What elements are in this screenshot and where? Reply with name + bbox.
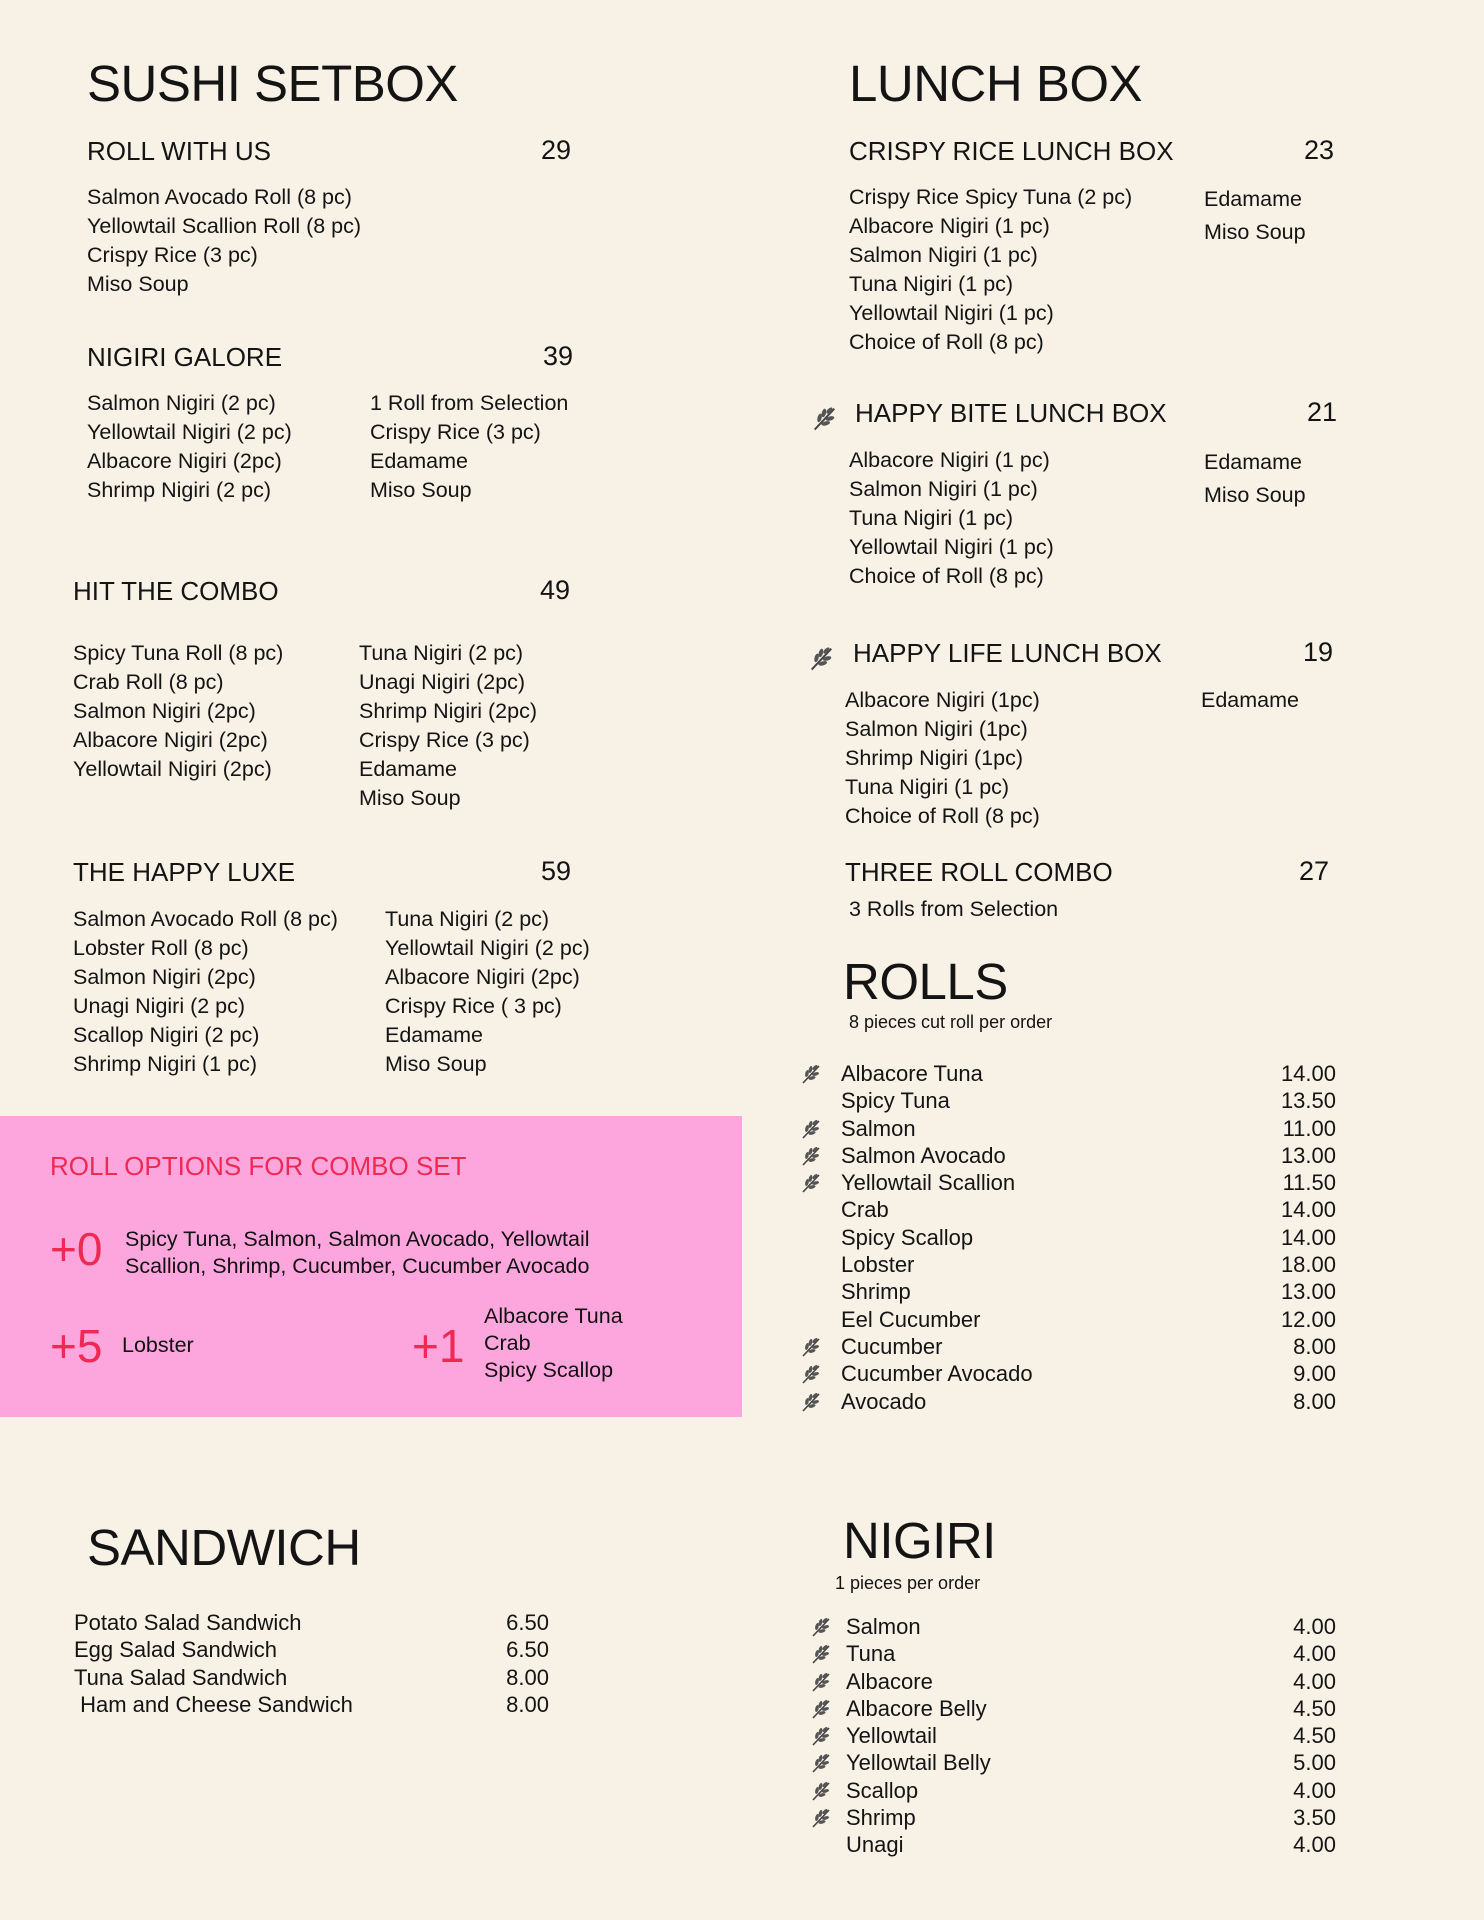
list-item: Tuna Nigiri (2 pc): [385, 907, 550, 931]
list-item: Yellowtail Nigiri (2pc): [73, 757, 272, 781]
happy-luxe-name: THE HAPPY LUXE: [73, 857, 296, 887]
item-price: 11.00: [1282, 1115, 1336, 1141]
list-item: Yellowtail Nigiri (1 pc): [849, 301, 1054, 325]
item-name: Avocado: [841, 1388, 927, 1414]
list-item: [810, 1668, 1336, 1695]
list-item: Spicy Scallop: [484, 1358, 614, 1382]
happy-bite-price: 21: [1307, 397, 1338, 427]
list-item: [800, 1087, 1336, 1114]
item-name: Cucumber: [841, 1333, 943, 1359]
item-price: 4.50: [1293, 1723, 1336, 1749]
happy-luxe-col1: [73, 905, 338, 1079]
list-item: Crispy Rice ( 3 pc): [385, 994, 562, 1018]
list-item: Lobster Roll (8 pc): [73, 936, 249, 960]
list-item: [800, 1060, 1336, 1087]
item-name: Albacore: [846, 1668, 933, 1694]
list-item: Albacore Nigiri (1 pc): [849, 448, 1050, 472]
list-item: Shrimp Nigiri (2pc): [359, 699, 538, 723]
hit-the-combo-name: HIT THE COMBO: [73, 576, 279, 606]
list-item: Tuna Nigiri (1 pc): [849, 272, 1014, 296]
item-name: Potato Salad Sandwich: [74, 1610, 302, 1635]
list-item: Edamame: [359, 757, 457, 781]
list-item: Miso Soup: [385, 1052, 487, 1076]
item-price: 4.00: [1293, 1777, 1336, 1803]
leaf-icon: [800, 1172, 822, 1194]
rolls-title: ROLLS: [843, 953, 1008, 1010]
list-item: Lobster: [122, 1333, 194, 1357]
item-price: 5.00: [1293, 1750, 1336, 1776]
list-item: Crab: [484, 1331, 531, 1355]
list-item: [800, 1169, 1336, 1196]
nigiri-galore-col1: [87, 389, 292, 505]
sandwich-list: [74, 1609, 554, 1718]
list-item: [800, 1306, 1336, 1333]
happy-luxe-price: 59: [541, 856, 572, 886]
item-price: 18.00: [1280, 1252, 1336, 1278]
list-item: [810, 1613, 1336, 1640]
happy-luxe-col2: [385, 905, 590, 1079]
list-item: Crab Roll (8 pc): [73, 670, 224, 694]
list-item: Yellowtail Nigiri (1 pc): [849, 535, 1054, 559]
list-item: Tuna Nigiri (1 pc): [845, 775, 1010, 799]
list-item: Scallop Nigiri (2 pc): [73, 1023, 260, 1047]
list-item: [74, 1664, 554, 1691]
leaf-icon: [810, 1752, 832, 1774]
nigiri-galore-col2: [370, 389, 568, 505]
list-item: Choice of Roll (8 pc): [849, 564, 1044, 588]
list-item: Edamame: [1204, 187, 1302, 211]
list-item: Spicy Tuna Roll (8 pc): [73, 641, 284, 665]
item-price: 4.00: [1293, 1641, 1336, 1667]
roll-with-us-name: ROLL WITH US: [87, 136, 271, 166]
hit-the-combo-col1: [73, 639, 283, 784]
list-item: Salmon Nigiri (1pc): [845, 717, 1028, 741]
roll-with-us-items: [87, 183, 361, 299]
plus1-text: [484, 1303, 623, 1384]
item-name: Tuna Salad Sandwich: [74, 1664, 288, 1690]
list-item: [74, 1636, 554, 1663]
item-name: Albacore Tuna: [841, 1061, 983, 1086]
item-price: 14.00: [1280, 1224, 1336, 1250]
list-item: [800, 1224, 1336, 1251]
list-item: Salmon Nigiri (2pc): [73, 965, 256, 989]
item-price: 9.00: [1293, 1361, 1336, 1387]
leaf-icon: [810, 1671, 832, 1693]
list-item: Salmon Nigiri (2pc): [73, 699, 256, 723]
list-item: Albacore Nigiri (1 pc): [849, 214, 1050, 238]
list-item: Edamame: [385, 1023, 483, 1047]
item-price: 13.50: [1280, 1088, 1336, 1114]
list-item: Salmon Nigiri (1 pc): [849, 477, 1038, 501]
roll-options-title: ROLL OPTIONS FOR COMBO SET: [50, 1151, 467, 1181]
nigiri-title: NIGIRI: [843, 1512, 996, 1569]
item-name: Tuna: [846, 1641, 896, 1667]
list-item: [810, 1831, 1336, 1858]
leaf-icon: [800, 1145, 822, 1167]
happy-bite-col2: [1204, 446, 1306, 512]
list-item: Scallion, Shrimp, Cucumber, Cucumber Avocado: [125, 1254, 590, 1278]
leaf-icon: [811, 405, 838, 432]
happy-bite-col1: [849, 446, 1054, 591]
item-price: 14.00: [1280, 1197, 1336, 1223]
leaf-icon: [800, 1118, 822, 1140]
item-price: 8.00: [1293, 1333, 1336, 1359]
item-name: Salmon Avocado: [841, 1142, 1006, 1168]
leaf-icon: [810, 1698, 832, 1720]
item-name: Yellowtail Scallion: [841, 1170, 1016, 1196]
item-name: Salmon: [846, 1614, 921, 1639]
list-item: Albacore Nigiri (2pc): [385, 965, 580, 989]
leaf-icon: [800, 1391, 822, 1413]
list-item: [810, 1777, 1336, 1804]
item-price: 12.00: [1280, 1306, 1336, 1332]
item-name: Scallop: [846, 1777, 919, 1803]
item-price: 8.00: [506, 1691, 549, 1717]
nigiri-subtitle: 1 pieces per order: [835, 1573, 981, 1593]
item-name: Crab: [841, 1197, 889, 1223]
item-name: Yellowtail: [846, 1723, 937, 1749]
item-name: Shrimp: [841, 1279, 911, 1305]
rolls-subtitle: 8 pieces cut roll per order: [849, 1012, 1053, 1032]
list-item: Salmon Avocado Roll (8 pc): [73, 907, 338, 931]
item-name: Ham and Cheese Sandwich: [74, 1691, 353, 1717]
plus1-label: +1: [412, 1320, 465, 1372]
list-item: [810, 1640, 1336, 1667]
item-price: 13.00: [1280, 1142, 1336, 1168]
rolls-list: [800, 1060, 1336, 1415]
list-item: Crispy Rice (3 pc): [87, 243, 258, 267]
item-price: 4.50: [1293, 1695, 1336, 1721]
plus0-text: [125, 1226, 590, 1280]
list-item: Crispy Rice Spicy Tuna (2 pc): [849, 185, 1133, 209]
list-item: Salmon Avocado Roll (8 pc): [87, 185, 352, 209]
leaf-icon: [800, 1336, 822, 1358]
leaf-icon: [800, 1063, 822, 1085]
three-roll-name: THREE ROLL COMBO: [845, 857, 1113, 887]
happy-life-col2: [1201, 686, 1299, 715]
item-price: 4.00: [1293, 1668, 1336, 1694]
list-item: [810, 1695, 1336, 1722]
plus5-label: +5: [50, 1320, 103, 1372]
list-item: Crispy Rice (3 pc): [359, 728, 530, 752]
list-item: Choice of Roll (8 pc): [849, 330, 1044, 354]
list-item: Crispy Rice (3 pc): [370, 420, 541, 444]
leaf-icon: [810, 1725, 832, 1747]
list-item: Shrimp Nigiri (2 pc): [87, 478, 271, 502]
list-item: Yellowtail Nigiri (2 pc): [87, 420, 292, 444]
item-name: Shrimp: [846, 1805, 916, 1831]
roll-options-box: [0, 1116, 742, 1417]
nigiri-galore-price: 39: [543, 341, 574, 371]
list-item: Tuna Nigiri (2 pc): [359, 641, 524, 665]
crispy-rice-col2: [1204, 183, 1306, 249]
nigiri-list: [810, 1613, 1336, 1859]
list-item: Miso Soup: [87, 272, 189, 296]
three-roll-price: 27: [1299, 856, 1330, 886]
list-item: [800, 1142, 1336, 1169]
list-item: Yellowtail Scallion Roll (8 pc): [87, 214, 362, 238]
happy-life-price: 19: [1303, 637, 1334, 667]
list-item: Edamame: [370, 449, 468, 473]
list-item: [800, 1278, 1336, 1305]
list-item: Salmon Nigiri (1 pc): [849, 243, 1038, 267]
item-name: Eel Cucumber: [841, 1306, 981, 1332]
list-item: 3 Rolls from Selection: [849, 897, 1059, 921]
list-item: Shrimp Nigiri (1 pc): [73, 1052, 257, 1076]
list-item: [810, 1804, 1336, 1831]
sandwich-title: SANDWICH: [87, 1519, 361, 1576]
leaf-icon: [810, 1643, 832, 1665]
item-name: Egg Salad Sandwich: [74, 1637, 278, 1663]
list-item: [800, 1333, 1336, 1360]
crispy-rice-col1: [849, 183, 1132, 357]
item-price: 4.00: [1293, 1614, 1336, 1639]
three-roll-items: [849, 895, 1058, 924]
crispy-rice-name: CRISPY RICE LUNCH BOX: [849, 136, 1174, 166]
leaf-icon: [810, 1780, 832, 1802]
item-name: Cucumber Avocado: [841, 1361, 1033, 1387]
list-item: [800, 1360, 1336, 1387]
crispy-rice-price: 23: [1304, 135, 1335, 165]
list-item: Albacore Tuna: [484, 1304, 623, 1328]
list-item: [74, 1691, 554, 1718]
list-item: [800, 1251, 1336, 1278]
hit-the-combo-price: 49: [540, 575, 571, 605]
list-item: [810, 1749, 1336, 1776]
list-item: Miso Soup: [359, 786, 461, 810]
item-price: 4.00: [1293, 1832, 1336, 1858]
plus5-text: [122, 1332, 194, 1359]
list-item: Choice of Roll (8 pc): [845, 804, 1040, 828]
item-price: 13.00: [1280, 1279, 1336, 1305]
list-item: Spicy Tuna, Salmon, Salmon Avocado, Yellowtail: [125, 1227, 590, 1251]
item-name: Yellowtail Belly: [846, 1750, 991, 1776]
nigiri-galore-name: NIGIRI GALORE: [87, 342, 283, 372]
happy-life-col1: [845, 686, 1040, 831]
list-item: Albacore Nigiri (2pc): [73, 728, 268, 752]
list-item: Salmon Nigiri (2 pc): [87, 391, 276, 415]
item-price: 6.50: [506, 1610, 549, 1635]
list-item: Tuna Nigiri (1 pc): [849, 506, 1014, 530]
list-item: Miso Soup: [1204, 483, 1306, 507]
item-name: Spicy Scallop: [841, 1224, 974, 1250]
list-item: [810, 1722, 1336, 1749]
item-name: Unagi: [846, 1832, 904, 1858]
sushi-setbox-title: SUSHI SETBOX: [87, 55, 458, 112]
item-name: Spicy Tuna: [841, 1088, 950, 1114]
list-item: Unagi Nigiri (2 pc): [73, 994, 246, 1018]
list-item: Miso Soup: [1204, 220, 1306, 244]
item-price: 11.50: [1282, 1170, 1336, 1196]
leaf-icon: [810, 1616, 832, 1638]
roll-with-us-price: 29: [541, 135, 572, 165]
leaf-icon: [808, 645, 835, 672]
list-item: Shrimp Nigiri (1pc): [845, 746, 1024, 770]
item-name: Lobster: [841, 1252, 915, 1278]
list-item: [800, 1388, 1336, 1415]
item-price: 8.00: [506, 1664, 549, 1690]
hit-the-combo-col2: [359, 639, 537, 813]
list-item: Albacore Nigiri (1pc): [845, 688, 1040, 712]
list-item: Edamame: [1204, 450, 1302, 474]
item-price: 14.00: [1280, 1061, 1336, 1086]
list-item: 1 Roll from Selection: [370, 391, 569, 415]
list-item: [74, 1609, 554, 1636]
item-price: 3.50: [1293, 1805, 1336, 1831]
item-price: 6.50: [506, 1637, 549, 1663]
happy-bite-name: HAPPY BITE LUNCH BOX: [855, 398, 1167, 428]
item-name: Salmon: [841, 1115, 916, 1141]
lunch-box-title: LUNCH BOX: [849, 55, 1143, 112]
happy-life-name: HAPPY LIFE LUNCH BOX: [853, 638, 1162, 668]
plus0-label: +0: [50, 1223, 103, 1275]
leaf-icon: [800, 1363, 822, 1385]
list-item: Albacore Nigiri (2pc): [87, 449, 282, 473]
list-item: Yellowtail Nigiri (2 pc): [385, 936, 590, 960]
list-item: Miso Soup: [370, 478, 472, 502]
list-item: [800, 1115, 1336, 1142]
leaf-icon: [810, 1807, 832, 1829]
list-item: [800, 1196, 1336, 1223]
list-item: Edamame: [1201, 688, 1299, 712]
list-item: Unagi Nigiri (2pc): [359, 670, 526, 694]
item-price: 8.00: [1293, 1388, 1336, 1414]
item-name: Albacore Belly: [846, 1695, 987, 1721]
